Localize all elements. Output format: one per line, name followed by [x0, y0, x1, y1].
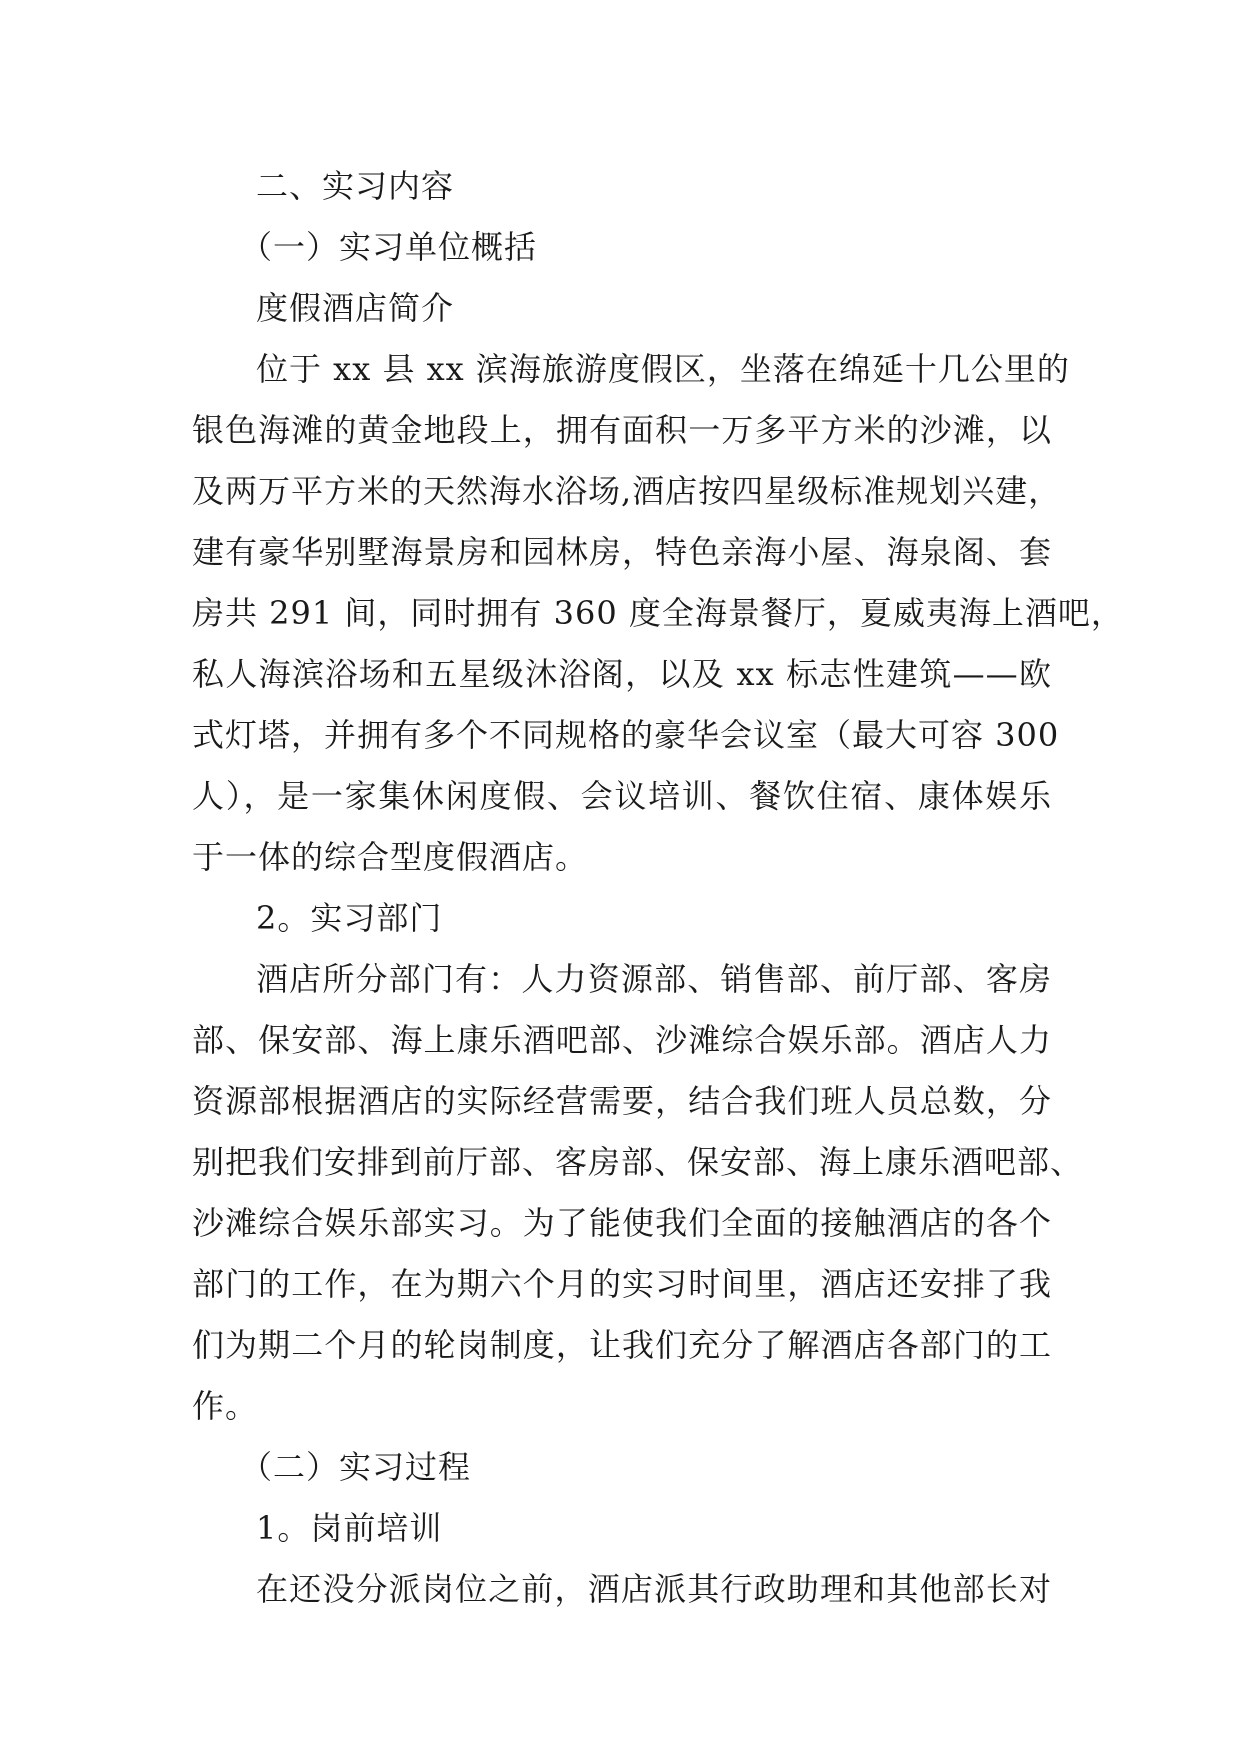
- paragraph-training: [192, 1559, 1052, 1620]
- paragraph-line: 别把我们安排到前厅部、客房部、保安部、海上康乐酒吧部、: [192, 1143, 1084, 1181]
- paragraph-line: 部、保安部、海上康乐酒吧部、沙滩综合娱乐部。酒店人力: [192, 1021, 1052, 1059]
- paragraph-line: 建有豪华别墅海景房和园林房，特色亲海小屋、海泉阁、套: [192, 533, 1052, 571]
- paragraph-line: 部门的工作，在为期六个月的实习时间里，酒店还安排了我: [192, 1265, 1052, 1303]
- document-body: [192, 156, 1124, 1620]
- paragraph-line: 作。: [192, 1387, 259, 1425]
- heading-training: 1。岗前培训: [256, 1509, 443, 1547]
- paragraph-line: 私人海滨浴场和五星级沐浴阁，以及 xx 标志性建筑——欧: [192, 655, 1052, 693]
- paragraph-hotel-intro: [192, 339, 1124, 888]
- paragraph-line: 银色海滩的黄金地段上，拥有面积一万多平方米的沙滩，以: [192, 411, 1052, 449]
- paragraph-line: 在还没分派岗位之前，酒店派其行政助理和其他部长对: [256, 1570, 1052, 1608]
- subsection-title-1: （一）实习单位概括: [240, 228, 538, 266]
- paragraph-line: 位于 xx 县 xx 滨海旅游度假区，坐落在绵延十几公里的: [256, 350, 1070, 388]
- heading-hotel-intro: 度假酒店简介: [256, 289, 455, 327]
- paragraph-line: 于一体的综合型度假酒店。: [192, 838, 589, 876]
- subsection-title-2: （二）实习过程: [240, 1448, 472, 1486]
- paragraph-line: 房共 291 间，同时拥有 360 度全海景餐厅，夏威夷海上酒吧，: [192, 594, 1124, 632]
- section-title: 二、实习内容: [256, 167, 455, 205]
- heading-departments: 2。实习部门: [256, 899, 443, 937]
- paragraph-line: 式灯塔，并拥有多个不同规格的豪华会议室（最大可容 300: [192, 716, 1060, 754]
- paragraph-line: 们为期二个月的轮岗制度，让我们充分了解酒店各部门的工: [192, 1326, 1052, 1364]
- paragraph-line: 酒店所分部门有：人力资源部、销售部、前厅部、客房: [256, 960, 1052, 998]
- paragraph-line: 沙滩综合娱乐部实习。为了能使我们全面的接触酒店的各个: [192, 1204, 1052, 1242]
- paragraph-line: 人），是一家集休闲度假、会议培训、餐饮住宿、康体娱乐: [192, 777, 1052, 815]
- paragraph-departments: [192, 949, 1084, 1437]
- paragraph-line: 资源部根据酒店的实际经营需要，结合我们班人员总数，分: [192, 1082, 1052, 1120]
- paragraph-line: 及两万平方米的天然海水浴场,酒店按四星级标准规划兴建，: [192, 472, 1062, 510]
